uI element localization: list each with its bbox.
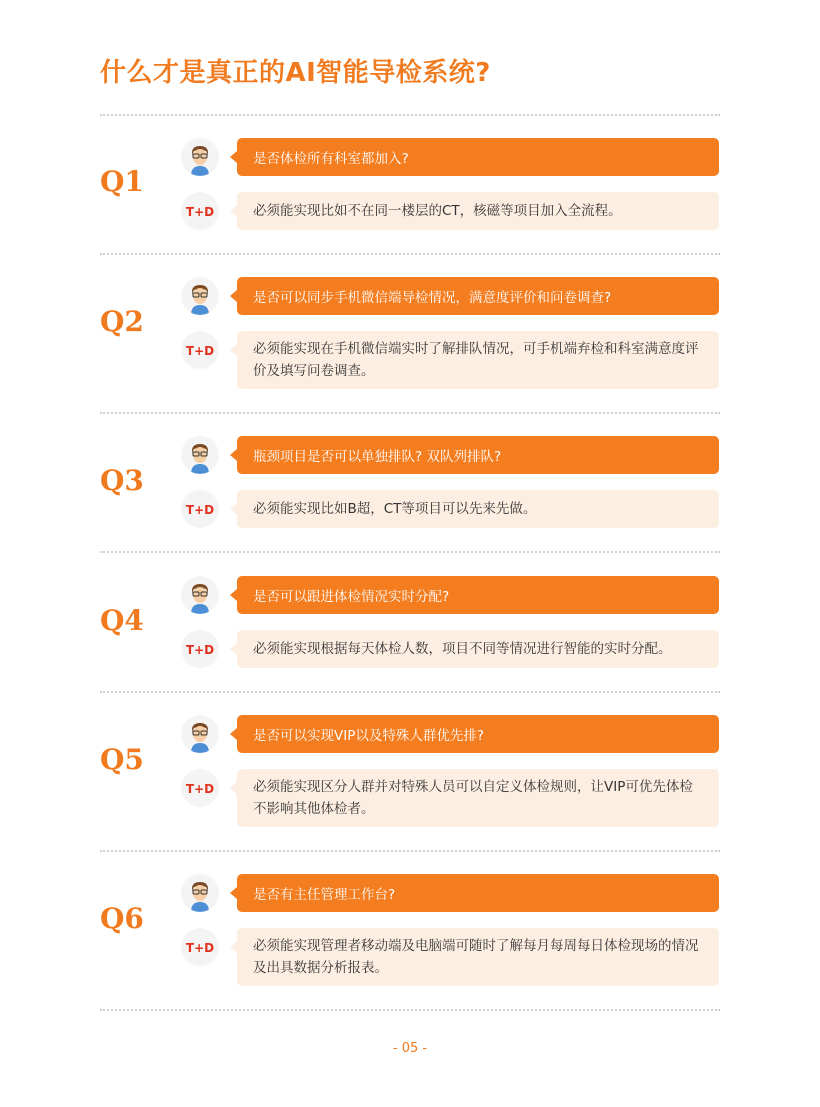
- avatar-icon: [181, 436, 219, 474]
- page-number: - 05 -: [392, 1041, 428, 1056]
- separator: [100, 691, 720, 693]
- answer-bubble-q3: 必须能实现比如B超，CT等项目可以先来先做。: [237, 490, 719, 528]
- logo-text: T+D: [185, 941, 215, 954]
- question-bubble-q2: 是否可以同步手机微信端导检情况，满意度评价和问卷调查?: [237, 277, 719, 315]
- question-label-q6: Q6: [100, 902, 144, 935]
- answer-bubble-q4: 必须能实现根据每天体检人数，项目不同等情况进行智能的实时分配。: [237, 630, 719, 668]
- question-bubble-q3: 瓶颈项目是否可以单独排队? 双队列排队?: [237, 436, 719, 474]
- company-logo-icon: [181, 490, 219, 528]
- question-bubble-q5: 是否可以实现VIP以及特殊人群优先排?: [237, 715, 719, 753]
- avatar-icon: [181, 277, 219, 315]
- logo-text: T+D: [185, 503, 215, 516]
- separator: [100, 850, 720, 852]
- question-label-q3: Q3: [100, 464, 144, 497]
- logo-text: T+D: [185, 643, 215, 656]
- company-logo-icon: [181, 630, 219, 668]
- answer-bubble-q6: 必须能实现管理者移动端及电脑端可随时了解每月每周每日体检现场的情况及出具数据分析报表。: [237, 928, 719, 986]
- question-label-q5: Q5: [100, 743, 144, 776]
- separator: [100, 412, 720, 414]
- company-logo-icon: [181, 769, 219, 807]
- question-label-q2: Q2: [100, 305, 144, 338]
- logo-text: T+D: [185, 205, 215, 218]
- page-title: 什么才是真正的AI智能导检系统?: [100, 58, 491, 88]
- answer-bubble-q2: 必须能实现在手机微信端实时了解排队情况，可手机端弃检和科室满意度评价及填写问卷调查。: [237, 331, 719, 389]
- separator: [100, 114, 720, 116]
- question-label-q4: Q4: [100, 604, 144, 637]
- question-bubble-q6: 是否有主任管理工作台?: [237, 874, 719, 912]
- company-logo-icon: [181, 192, 219, 230]
- avatar-icon: [181, 874, 219, 912]
- separator: [100, 551, 720, 553]
- avatar-icon: [181, 715, 219, 753]
- question-bubble-q4: 是否可以跟进体检情况实时分配?: [237, 576, 719, 614]
- avatar-icon: [181, 138, 219, 176]
- separator: [100, 253, 720, 255]
- company-logo-icon: [181, 331, 219, 369]
- question-label-q1: Q1: [100, 165, 144, 198]
- separator: [100, 1009, 720, 1011]
- company-logo-icon: [181, 928, 219, 966]
- logo-text: T+D: [185, 344, 215, 357]
- answer-bubble-q1: 必须能实现比如不在同一楼层的CT，核磁等项目加入全流程。: [237, 192, 719, 230]
- logo-text: T+D: [185, 782, 215, 795]
- avatar-icon: [181, 576, 219, 614]
- answer-bubble-q5: 必须能实现区分人群并对特殊人员可以自定义体检规则，让VIP可优先体检不影响其他体检者。: [237, 769, 719, 827]
- question-bubble-q1: 是否体检所有科室都加入?: [237, 138, 719, 176]
